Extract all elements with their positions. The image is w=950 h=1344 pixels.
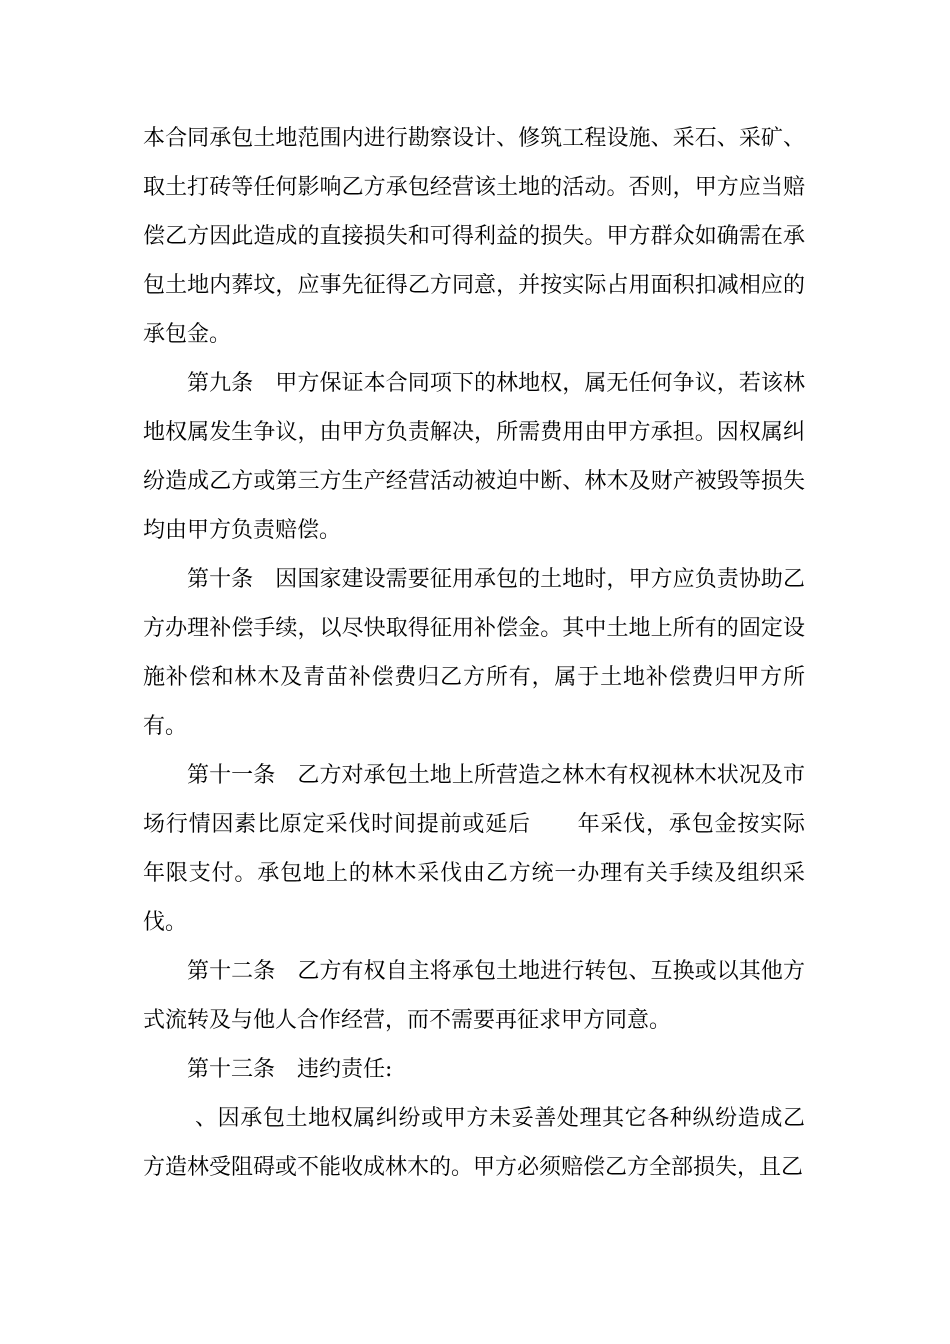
paragraph-article-10 — [143, 555, 805, 751]
paragraph-text: 、因承包土地权属纠纷或甲方未妥善处理其它各种纵纷造成乙方造林受阻碍或不能收成林木的。甲方必须赔偿乙方全部损失，且乙 — [143, 1106, 805, 1180]
article-heading: 第九条 — [187, 371, 254, 396]
paragraph-article-8-continued — [143, 114, 805, 359]
article-heading: 第十条 — [187, 567, 254, 592]
article-heading: 第十一条 — [187, 763, 276, 788]
article-heading: 第十二条 — [187, 959, 276, 984]
paragraph-text: 因国家建设需要征用承包的土地时，甲方应负责协助乙方办理补偿手续，以尽快取得征用补偿金。其中土地上所有的固定设施补偿和林木及青苗补偿费归乙方所有，属于土地补偿费归甲方所有。 — [143, 567, 805, 739]
article-heading: 第十三条 — [187, 1057, 276, 1082]
paragraph-article-11 — [143, 751, 805, 947]
paragraph-text: 甲方保证本合同项下的林地权，属无任何争议，若该林地权属发生争议，由甲方负责解决，所需费用由甲方承担。因权属纠纷造成乙方或第三方生产经营活动被迫中断、林木及财产被毁等损失均由甲方负责赔偿。 — [143, 371, 805, 543]
paragraph-article-13 — [143, 1045, 805, 1094]
paragraph-text: 违约责任: — [297, 1057, 393, 1082]
paragraph-article-13-item — [143, 1094, 805, 1192]
paragraph-article-12 — [143, 947, 805, 1045]
paragraph-text: 乙方对承包土地上所营造之林木有权视林木状况及市场行情因素比原定采伐时间提前或延后 — [143, 763, 805, 837]
paragraph-text: 年采伐，承包金按实际年限支付。承包地上的林木采伐由乙方统一办理有关手续及组织采伐。 — [143, 812, 805, 935]
document-body — [143, 114, 805, 1192]
paragraph-text: 本合同承包土地范围内进行勘察设计、修筑工程设施、采石、采矿、取土打砖等任何影响乙方承包经营该土地的活动。否则，甲方应当赔偿乙方因此造成的直接损失和可得利益的损失。甲方群众如确需在承包土地内葬坟，应事先征得乙方同意，并按实际占用面积扣减相应的承包金。 — [143, 126, 805, 347]
paragraph-article-9 — [143, 359, 805, 555]
paragraph-text: 乙方有权自主将承包土地进行转包、互换或以其他方式流转及与他人合作经营，而不需要再征求甲方同意。 — [143, 959, 805, 1033]
